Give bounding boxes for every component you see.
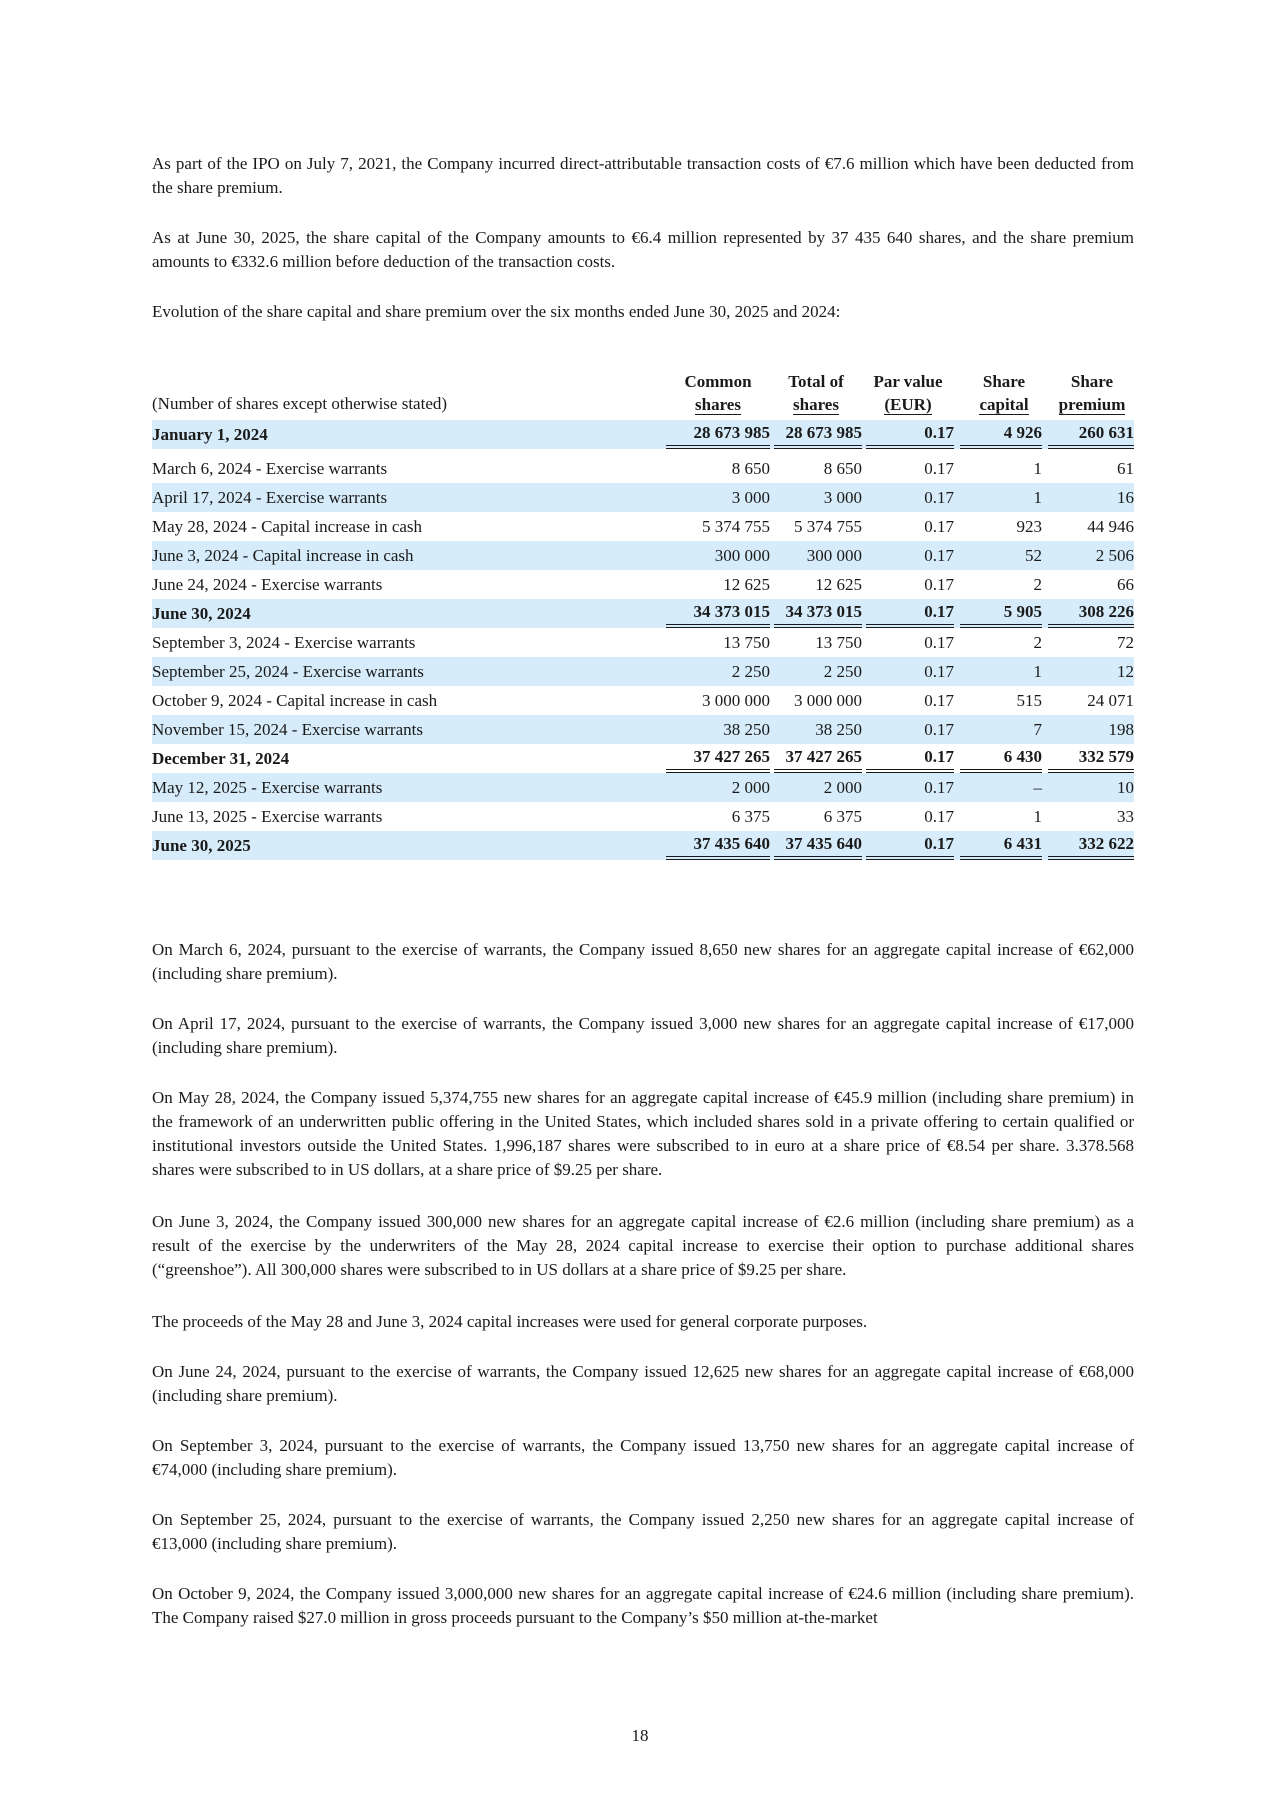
table-row: December 31, 2024 37 427 265 37 427 265 0.17 6 430 332 579 xyxy=(152,744,1134,773)
table-row: June 30, 2024 34 373 015 34 373 015 0.17 5 905 308 226 xyxy=(152,599,1134,628)
table-row: September 25, 2024 - Exercise warrants 2 250 2 250 0.17 1 12 xyxy=(152,657,1134,686)
table-row: June 3, 2024 - Capital increase in cash 300 000 300 000 0.17 52 2 506 xyxy=(152,541,1134,570)
table-stub-header: (Number of shares except otherwise stated) xyxy=(152,394,448,413)
paragraph-april-17: On April 17, 2024, pursuant to the exercise of warrants, the Company issued 3,000 new shares for an aggregate capital increase of €17,000 (including share premium). xyxy=(152,1014,1134,1057)
share-capital-table xyxy=(152,364,1134,860)
paragraph-may-28: On May 28, 2024, the Company issued 5,374,755 new shares for an aggregate capital increase of €45.9 million (including share premium) in the framework of an underwritten public offering in the United States, which included shares sold in a private offering to certain qualified or institutional investors outside the United States. 1,996,187 shares were subscribed to in euro at a share price of €8.54 per share. 3.378.568 shares were subscribed to in US dollars, at a share price of $9.25 per share. xyxy=(152,1088,1134,1179)
table-row: April 17, 2024 - Exercise warrants 3 000 3 000 0.17 1 16 xyxy=(152,483,1134,512)
table-row: October 9, 2024 - Capital increase in cash 3 000 000 3 000 000 0.17 515 24 071 xyxy=(152,691,1134,710)
table-row: November 15, 2024 - Exercise warrants 38 250 38 250 0.17 7 198 xyxy=(152,715,1134,744)
table-row: March 6, 2024 - Exercise warrants 8 650 8 650 0.17 1 61 xyxy=(152,459,1134,478)
header-common-shares: Common shares xyxy=(684,372,752,414)
paragraph-table-intro: Evolution of the share capital and share premium over the six months ended June 30, 2025 and 2024: xyxy=(152,302,841,321)
paragraph-share-capital: As at June 30, 2025, the share capital of the Company amounts to €6.4 million represented by 37 435 640 shares, and the share premium amounts to €332.6 million before deduction of the transaction costs. xyxy=(152,228,1134,271)
paragraph-ipo-costs: As part of the IPO on July 7, 2021, the Company incurred direct-attributable transaction costs of €7.6 million which have been deducted from the share premium. xyxy=(152,154,1134,197)
table-row: January 1, 2024 28 673 985 28 673 985 0.17 4 926 260 631 xyxy=(152,420,1134,449)
table-row: May 28, 2024 - Capital increase in cash 5 374 755 5 374 755 0.17 923 44 946 xyxy=(152,517,1134,536)
header-share-premium: Share premium xyxy=(1058,372,1126,414)
table-row: June 30, 2025 37 435 640 37 435 640 0.17 6 431 332 622 xyxy=(152,831,1134,860)
header-share-capital: Share capital xyxy=(979,372,1029,414)
table-header xyxy=(152,364,1134,420)
paragraph-june-3: On June 3, 2024, the Company issued 300,000 new shares for an aggregate capital increase of €2.6 million (including share premium) as a result of the exercise by the underwriters of the May 28, 2024 capital increase to exercise their option to purchase additional shares (“greenshoe”). All 300,000 shares were subscribed to in US dollars at a share price of $9.25 per share. xyxy=(152,1212,1134,1279)
table-row: September 3, 2024 - Exercise warrants 13 750 13 750 0.17 2 72 xyxy=(152,633,1134,652)
paragraph-october-9: On October 9, 2024, the Company issued 3,000,000 new shares for an aggregate capital increase of €24.6 million (including share premium). The Company raised $27.0 million in gross proceeds pursuant to the Company’s $50 million at-the-market xyxy=(152,1584,1134,1627)
page-number: 18 xyxy=(631,1726,649,1745)
table-row: May 12, 2025 - Exercise warrants 2 000 2 000 0.17 – 10 xyxy=(152,773,1134,802)
paragraph-march-6: On March 6, 2024, pursuant to the exercise of warrants, the Company issued 8,650 new shares for an aggregate capital increase of €62,000 (including share premium). xyxy=(152,940,1134,983)
paragraph-june-24: On June 24, 2024, pursuant to the exercise of warrants, the Company issued 12,625 new shares for an aggregate capital increase of €68,000 (including share premium). xyxy=(152,1362,1134,1405)
paragraph-proceeds: The proceeds of the May 28 and June 3, 2024 capital increases were used for general corporate purposes. xyxy=(152,1312,868,1331)
paragraph-september-3: On September 3, 2024, pursuant to the exercise of warrants, the Company issued 13,750 new shares for an aggregate capital increase of €74,000 (including share premium). xyxy=(152,1436,1134,1479)
table-row: June 13, 2025 - Exercise warrants 6 375 6 375 0.17 1 33 xyxy=(152,807,1134,826)
table-row: June 24, 2024 - Exercise warrants 12 625 12 625 0.17 2 66 xyxy=(152,575,1134,594)
header-total-shares: Total of shares xyxy=(788,372,844,414)
table-body xyxy=(152,420,1134,860)
paragraph-september-25: On September 25, 2024, pursuant to the exercise of warrants, the Company issued 2,250 new shares for an aggregate capital increase of €13,000 (including share premium). xyxy=(152,1510,1134,1553)
header-par-value: Par value (EUR) xyxy=(873,372,943,414)
